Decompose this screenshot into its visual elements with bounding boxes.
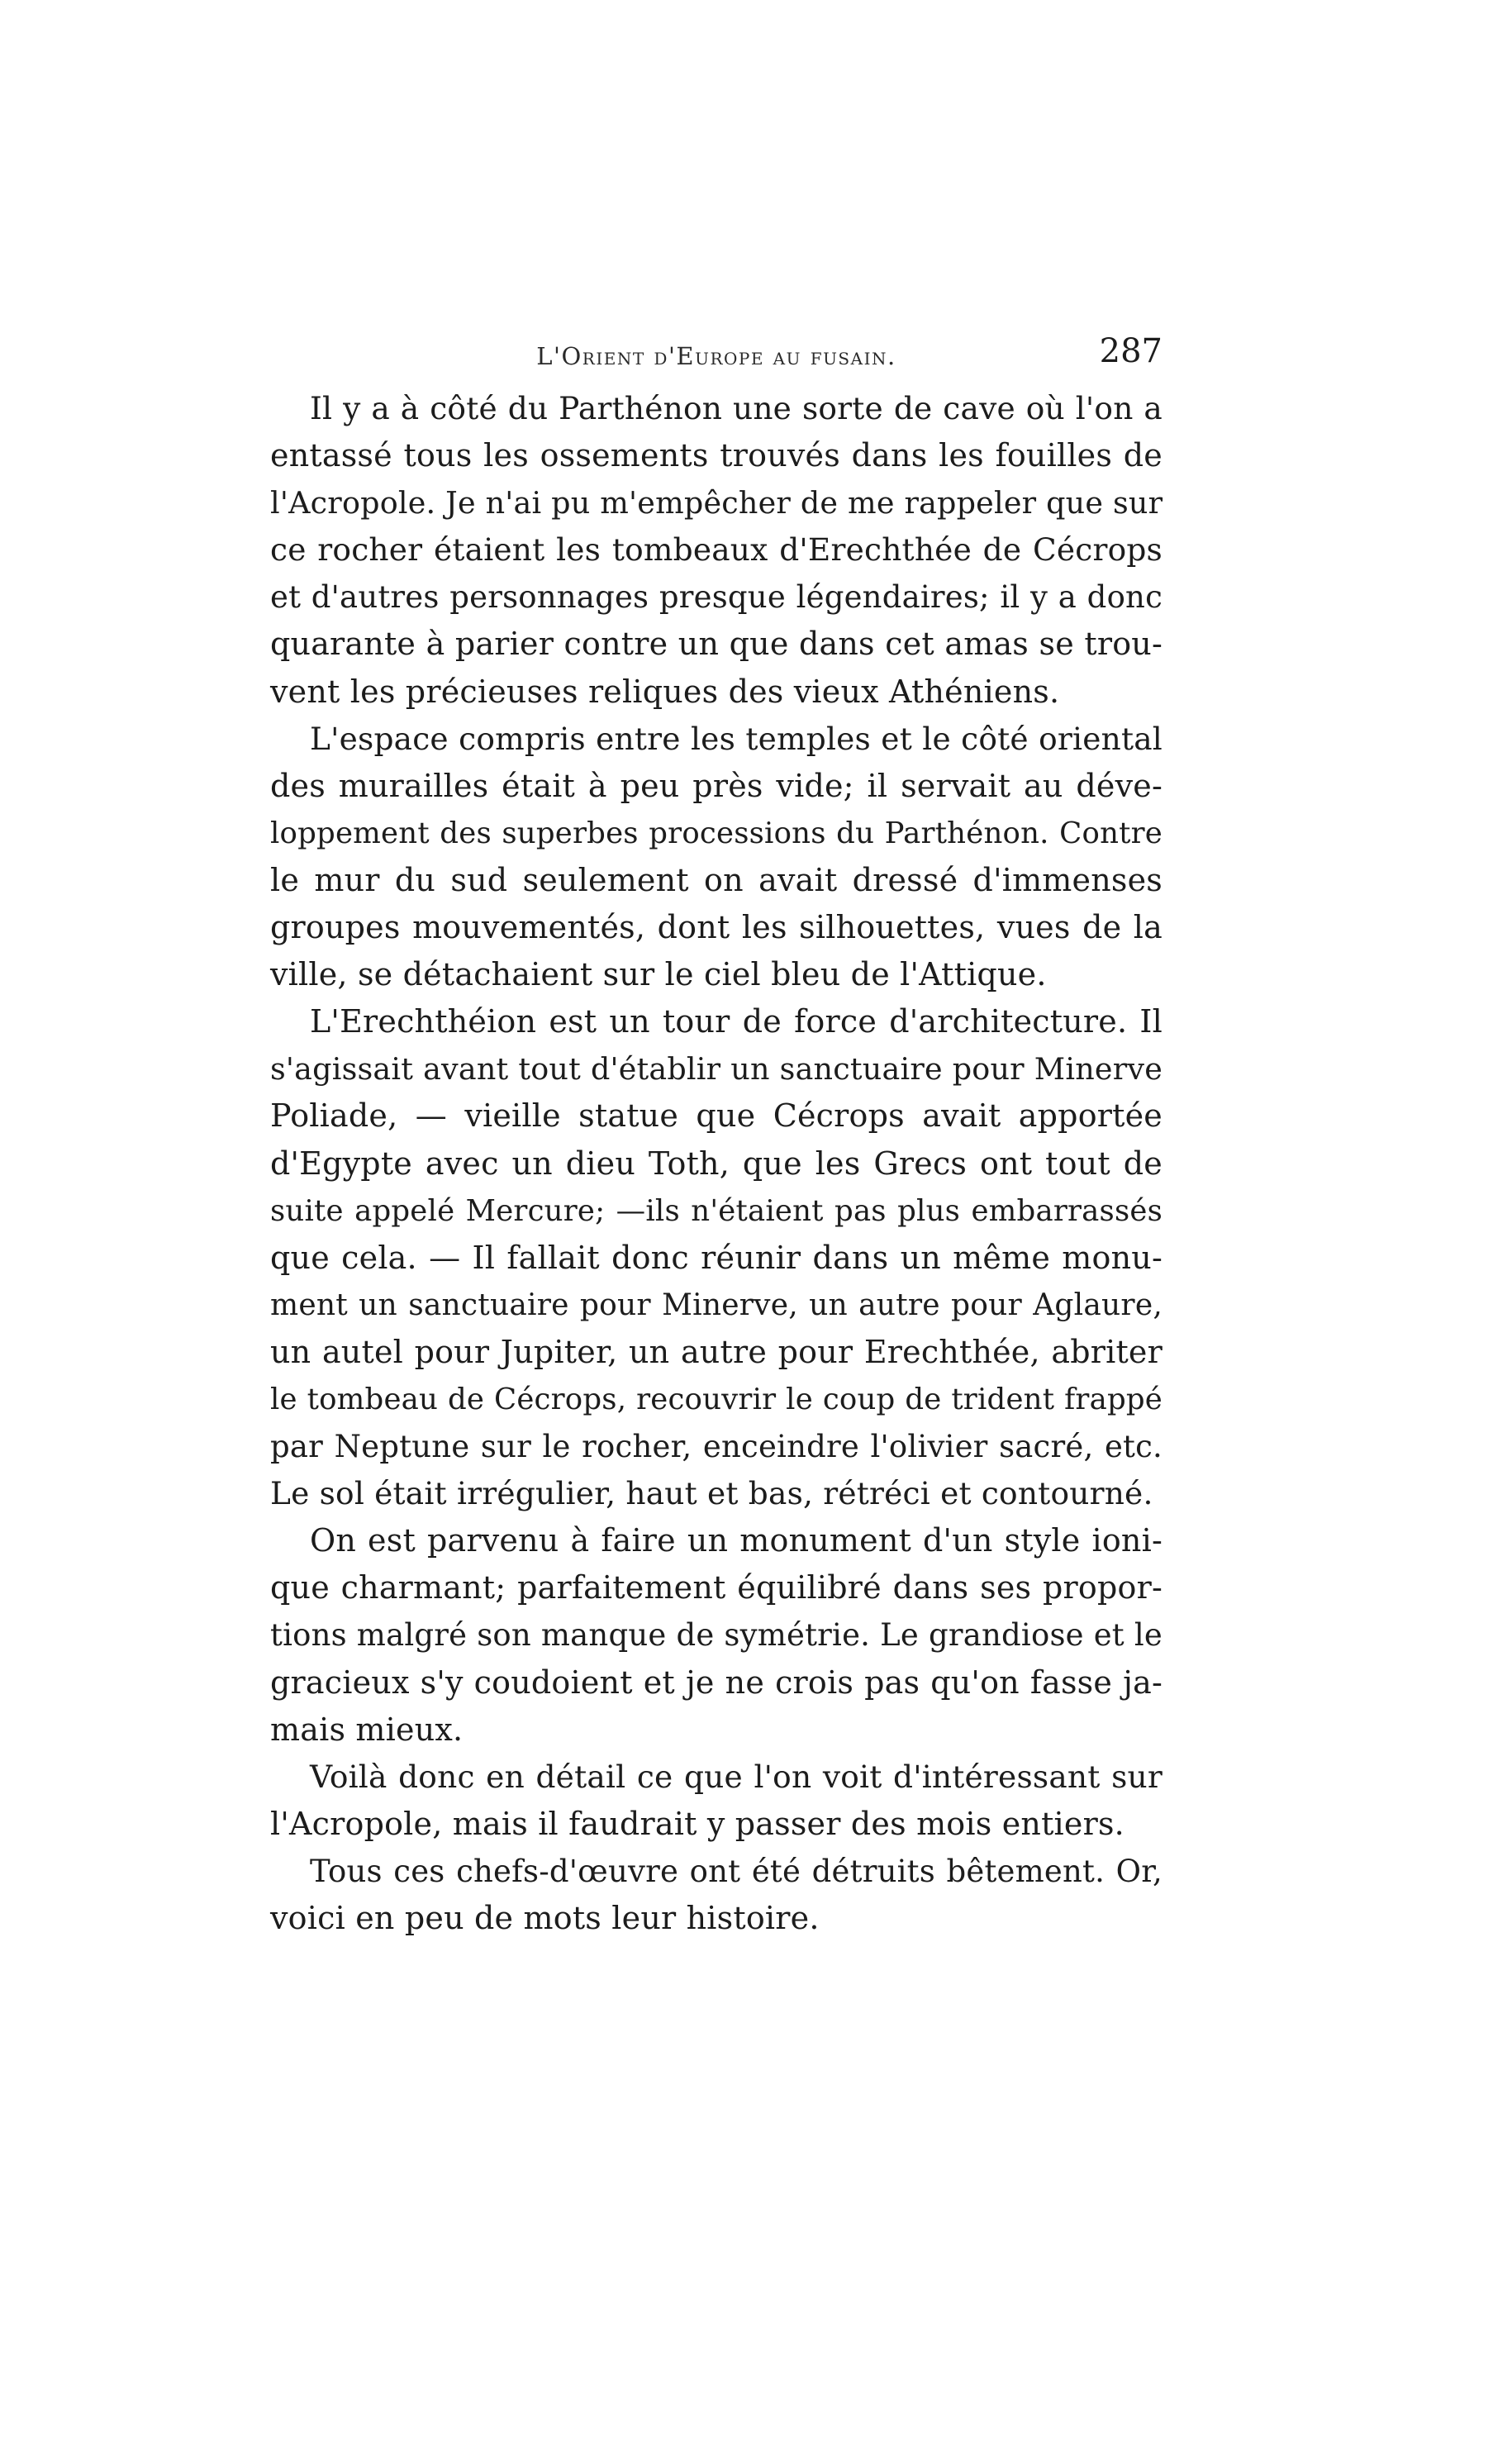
text-line: gracieux s'y coudoient et je ne crois pas qu'on fasse ja-	[270, 1664, 1163, 1701]
text-line: que charmant; parfaitement équilibré dans ses propor-	[270, 1569, 1163, 1606]
text-line: loppement des superbes processions du Parthénon. Contre	[270, 816, 1163, 850]
text-line: mais mieux.	[270, 1711, 464, 1748]
text-line: Tous ces chefs-d'œuvre ont été détruits bêtement. Or,	[310, 1853, 1163, 1889]
text-line: l'Acropole. Je n'ai pu m'empêcher de me rappeler que sur	[270, 485, 1163, 521]
text-line: vent les précieuses reliques des vieux Athéniens.	[270, 673, 1060, 710]
text-line: que cela. — Il fallait donc réunir dans un même monu-	[270, 1239, 1163, 1276]
text-line: Voilà donc en détail ce que l'on voit d'intéressant sur	[310, 1758, 1163, 1795]
text-line: quarante à parier contre un que dans cet amas se trou-	[270, 626, 1163, 663]
text-line: d'Egypte avec un dieu Toth, que les Grecs ont tout de	[270, 1145, 1163, 1182]
text-line: Le sol était irrégulier, haut et bas, rétréci et contourné.	[270, 1475, 1153, 1512]
running-head	[270, 332, 1163, 382]
text-line: ville, se détachaient sur le ciel bleu de l'Attique.	[270, 956, 1047, 993]
running-title: L'Orient d'Europe au fusain.	[536, 342, 896, 370]
text-line: Poliade, — vieille statue que Cécrops avait apportée	[270, 1097, 1163, 1135]
text-line: On est parvenu à faire un monument d'un style ioni-	[310, 1522, 1163, 1559]
text-line: Il y a à côté du Parthénon une sorte de cave où l'on a	[310, 390, 1163, 426]
text-line: s'agissait avant tout d'établir un sanctuaire pour Minerve	[270, 1051, 1163, 1088]
text-line: ce rocher étaient les tombeaux d'Erechthée de Cécrops	[270, 531, 1163, 569]
text-line: des murailles était à peu près vide; il servait au déve-	[270, 767, 1163, 804]
text-line: L'espace compris entre les temples et le côté oriental	[310, 720, 1163, 757]
text-line: tions malgré son manque de symétrie. Le grandiose et le	[270, 1617, 1163, 1654]
text-line: voici en peu de mots leur histoire.	[270, 1900, 820, 1936]
page-number: 287	[1099, 332, 1163, 370]
body-text	[270, 385, 1163, 1942]
text-line: le tombeau de Cécrops, recouvrir le coup de trident frappé	[270, 1382, 1163, 1416]
text-line: groupes mouvementés, dont les silhouettes, vues de la	[270, 909, 1163, 946]
text-line: l'Acropole, mais il faudrait y passer des mois entiers.	[270, 1805, 1124, 1842]
text-line: et d'autres personnages presque légendaires; il y a donc	[270, 579, 1163, 616]
text-line: suite appelé Mercure; —ils n'étaient pas plus embarrassés	[270, 1193, 1163, 1228]
text-line: L'Erechthéion est un tour de force d'architecture. Il	[310, 1003, 1163, 1040]
text-line: le mur du sud seulement on avait dressé d'immenses	[270, 861, 1163, 898]
text-line: un autel pour Jupiter, un autre pour Erechthée, abriter	[270, 1333, 1163, 1370]
text-line: par Neptune sur le rocher, enceindre l'olivier sacré, etc.	[270, 1429, 1163, 1465]
text-line: entassé tous les ossements trouvés dans les fouilles de	[270, 437, 1163, 474]
text-line: ment un sanctuaire pour Minerve, un autre pour Aglaure,	[270, 1287, 1163, 1322]
